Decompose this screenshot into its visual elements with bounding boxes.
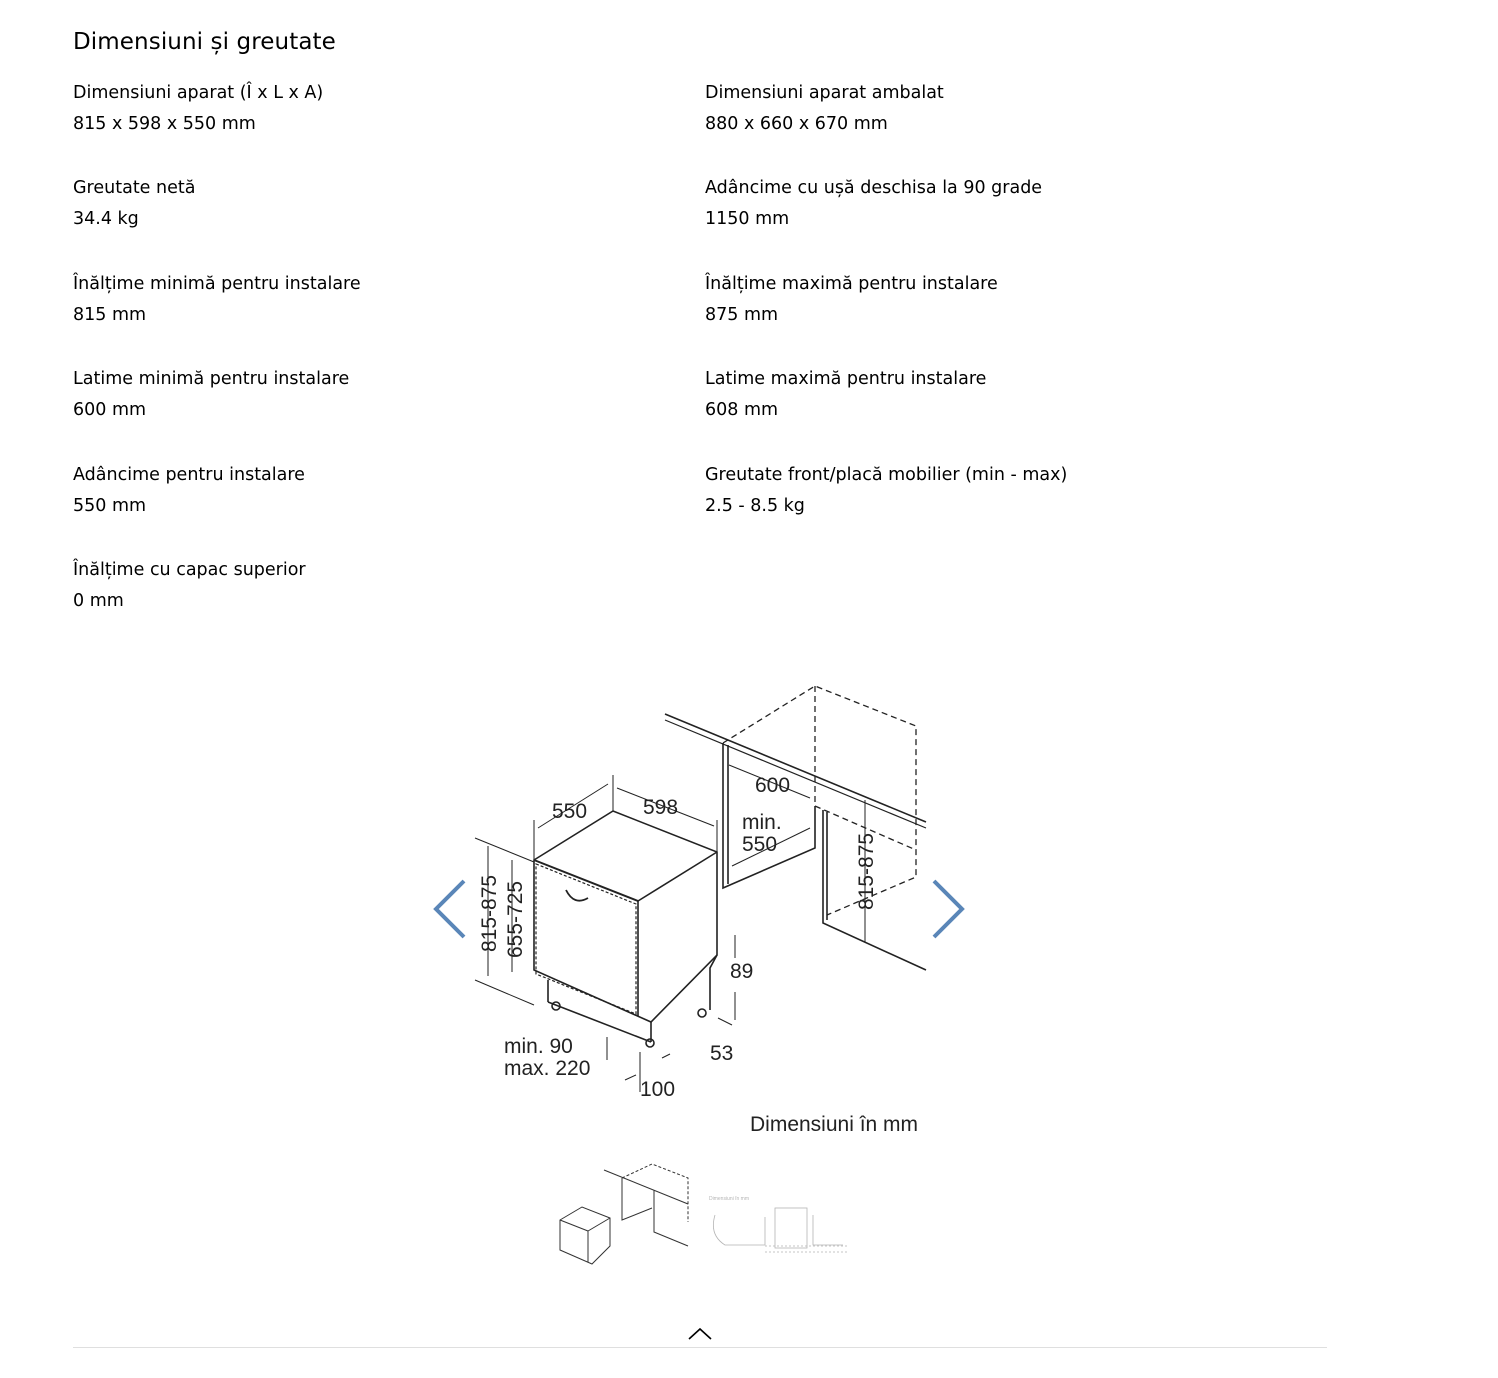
spec-label: Latime minimă pentru instalare: [73, 369, 350, 390]
thumbnail-1-image: [534, 1160, 692, 1310]
chevron-right-icon: [928, 877, 968, 941]
spec-label: Înălțime cu capac superior: [73, 559, 306, 580]
dimension-diagram: [470, 680, 940, 1150]
diagram-label-depth: 550: [552, 800, 588, 823]
diagram-label-max-220: max. 220: [504, 1057, 591, 1080]
section-title: Dimensiuni și greutate: [73, 29, 336, 55]
spec-value: 815 x 598 x 550 mm: [73, 114, 256, 134]
spec-value: 550 mm: [73, 495, 147, 516]
spec-appliance-dimensions: [73, 78, 705, 173]
spec-min-install-height: [73, 269, 705, 364]
spec-front-panel-weight: [705, 460, 1337, 555]
spec-label: Greutate front/placă mobilier (min - max): [705, 464, 1068, 485]
diagram-label-min-90: min. 90: [504, 1035, 573, 1058]
appliance-body: [534, 811, 717, 1022]
diagram-label-niche-height: 815-875: [855, 832, 878, 910]
chevron-up-icon: [686, 1323, 714, 1343]
diagram-caption: Dimensiuni în mm: [750, 1113, 919, 1136]
spec-depth-door-open: [705, 173, 1337, 268]
diagram-label-min: min.: [742, 811, 782, 834]
thumbnail-1[interactable]: [534, 1160, 692, 1310]
spec-label: Adâncime pentru instalare: [73, 464, 305, 485]
chevron-left-icon: [430, 877, 470, 941]
spec-value: 608 mm: [705, 400, 779, 421]
gallery-next-button[interactable]: [928, 877, 968, 941]
spec-label: Latime maximă pentru instalare: [705, 369, 987, 390]
dimension-diagram-svg: [470, 680, 940, 1150]
thumbnail-2[interactable]: [705, 1160, 863, 1310]
spec-value: 875 mm: [705, 304, 779, 325]
spec-value: 815 mm: [73, 304, 147, 325]
spec-value: 1150 mm: [705, 209, 790, 230]
spec-install-depth: [73, 460, 705, 555]
spec-value: 880 x 660 x 670 mm: [705, 114, 888, 134]
spec-height-top-cover: [73, 555, 705, 650]
spec-net-weight: [73, 173, 705, 268]
diagram-label-53: 53: [710, 1042, 734, 1065]
diagram-label-min-depth: 550: [742, 833, 778, 856]
spec-min-install-width: [73, 364, 705, 459]
door-outline: [536, 864, 636, 1014]
spec-label: Adâncime cu ușă deschisa la 90 grade: [705, 178, 1043, 199]
diagram-label-width: 598: [643, 796, 679, 819]
spec-value: 600 mm: [73, 400, 147, 421]
gallery-prev-button[interactable]: [430, 877, 470, 941]
specs-grid: [73, 78, 1333, 650]
spec-label: Greutate netă: [73, 178, 196, 199]
spec-label: Înălțime maximă pentru instalare: [705, 273, 998, 294]
diagram-label-89: 89: [730, 960, 754, 983]
door-handle: [566, 890, 588, 901]
section-divider: [73, 1347, 1327, 1348]
collapse-button[interactable]: [686, 1323, 714, 1343]
diagram-label-niche-width: 600: [755, 774, 791, 797]
spec-max-install-height: [705, 269, 1337, 364]
spec-value: 0 mm: [73, 590, 124, 611]
spec-packed-dimensions: [705, 78, 1337, 173]
spec-value: 2.5 - 8.5 kg: [705, 495, 805, 516]
diagram-label-100: 100: [640, 1078, 676, 1101]
diagram-label-inner-height: 655-725: [504, 880, 527, 958]
spec-label: Dimensiuni aparat (Î x L x A): [73, 83, 324, 103]
spec-value: 34.4 kg: [73, 209, 139, 230]
diagram-label-height-range: 815-875: [478, 874, 501, 952]
spec-max-install-width: [705, 364, 1337, 459]
spec-label: Înălțime minimă pentru instalare: [73, 273, 361, 294]
spec-label: Dimensiuni aparat ambalat: [705, 83, 944, 103]
thumbnail-2-title: Dimensiuni în mm: [709, 1196, 750, 1202]
thumbnail-2-image: [705, 1160, 863, 1310]
